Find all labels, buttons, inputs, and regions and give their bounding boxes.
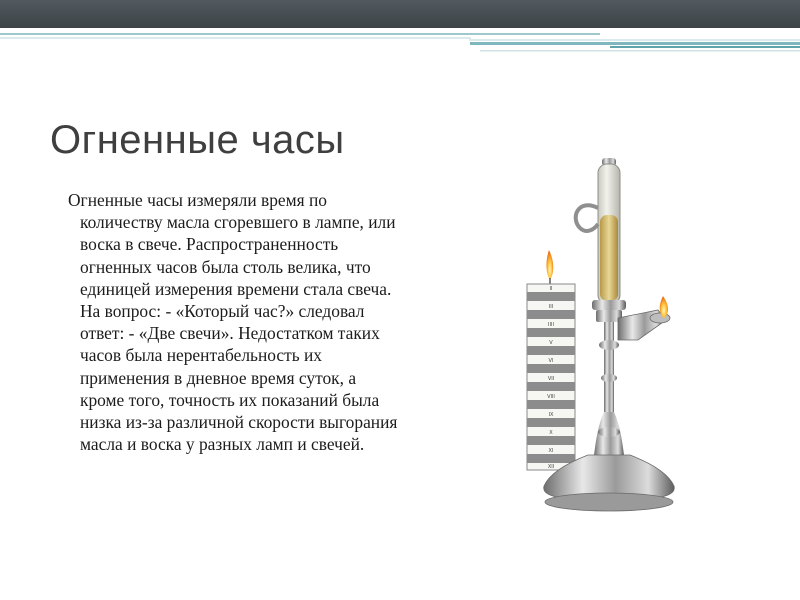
accent-lines	[0, 28, 800, 58]
svg-text:V: V	[549, 340, 553, 346]
svg-text:XI: XI	[548, 448, 554, 454]
candle	[527, 250, 575, 470]
svg-text:IIII: IIII	[548, 322, 554, 328]
slide-body-text: Огненные часы измеряли время по количеству масла сгоревшего в лампе, или воска в свече. Распространенность огненных часов была столь велика, что единицей измерения времени стала свеча. На вопрос: - «Который час?» следовал ответ: - «Две свечи». Недостатком таких часов была нерентабельность их применения в дневное время суток, а кроме того, точность их показаний была низка из-за различной скорости выгорания масла и воска у разных ламп и свечей.	[68, 190, 398, 455]
svg-text:XII: XII	[547, 464, 555, 470]
svg-text:X: X	[549, 430, 553, 436]
svg-text:VII: VII	[547, 376, 555, 382]
svg-text:II: II	[549, 286, 553, 292]
top-bar	[0, 0, 800, 28]
svg-text:VI: VI	[548, 358, 554, 364]
svg-text:IX: IX	[548, 412, 554, 418]
oil-lamp-and-candle-illustration	[518, 150, 698, 540]
svg-text:III: III	[548, 304, 554, 310]
candle-flame-icon	[546, 250, 553, 280]
svg-text:VIII: VIII	[547, 394, 555, 400]
slide-title: Огненные часы	[50, 118, 345, 162]
